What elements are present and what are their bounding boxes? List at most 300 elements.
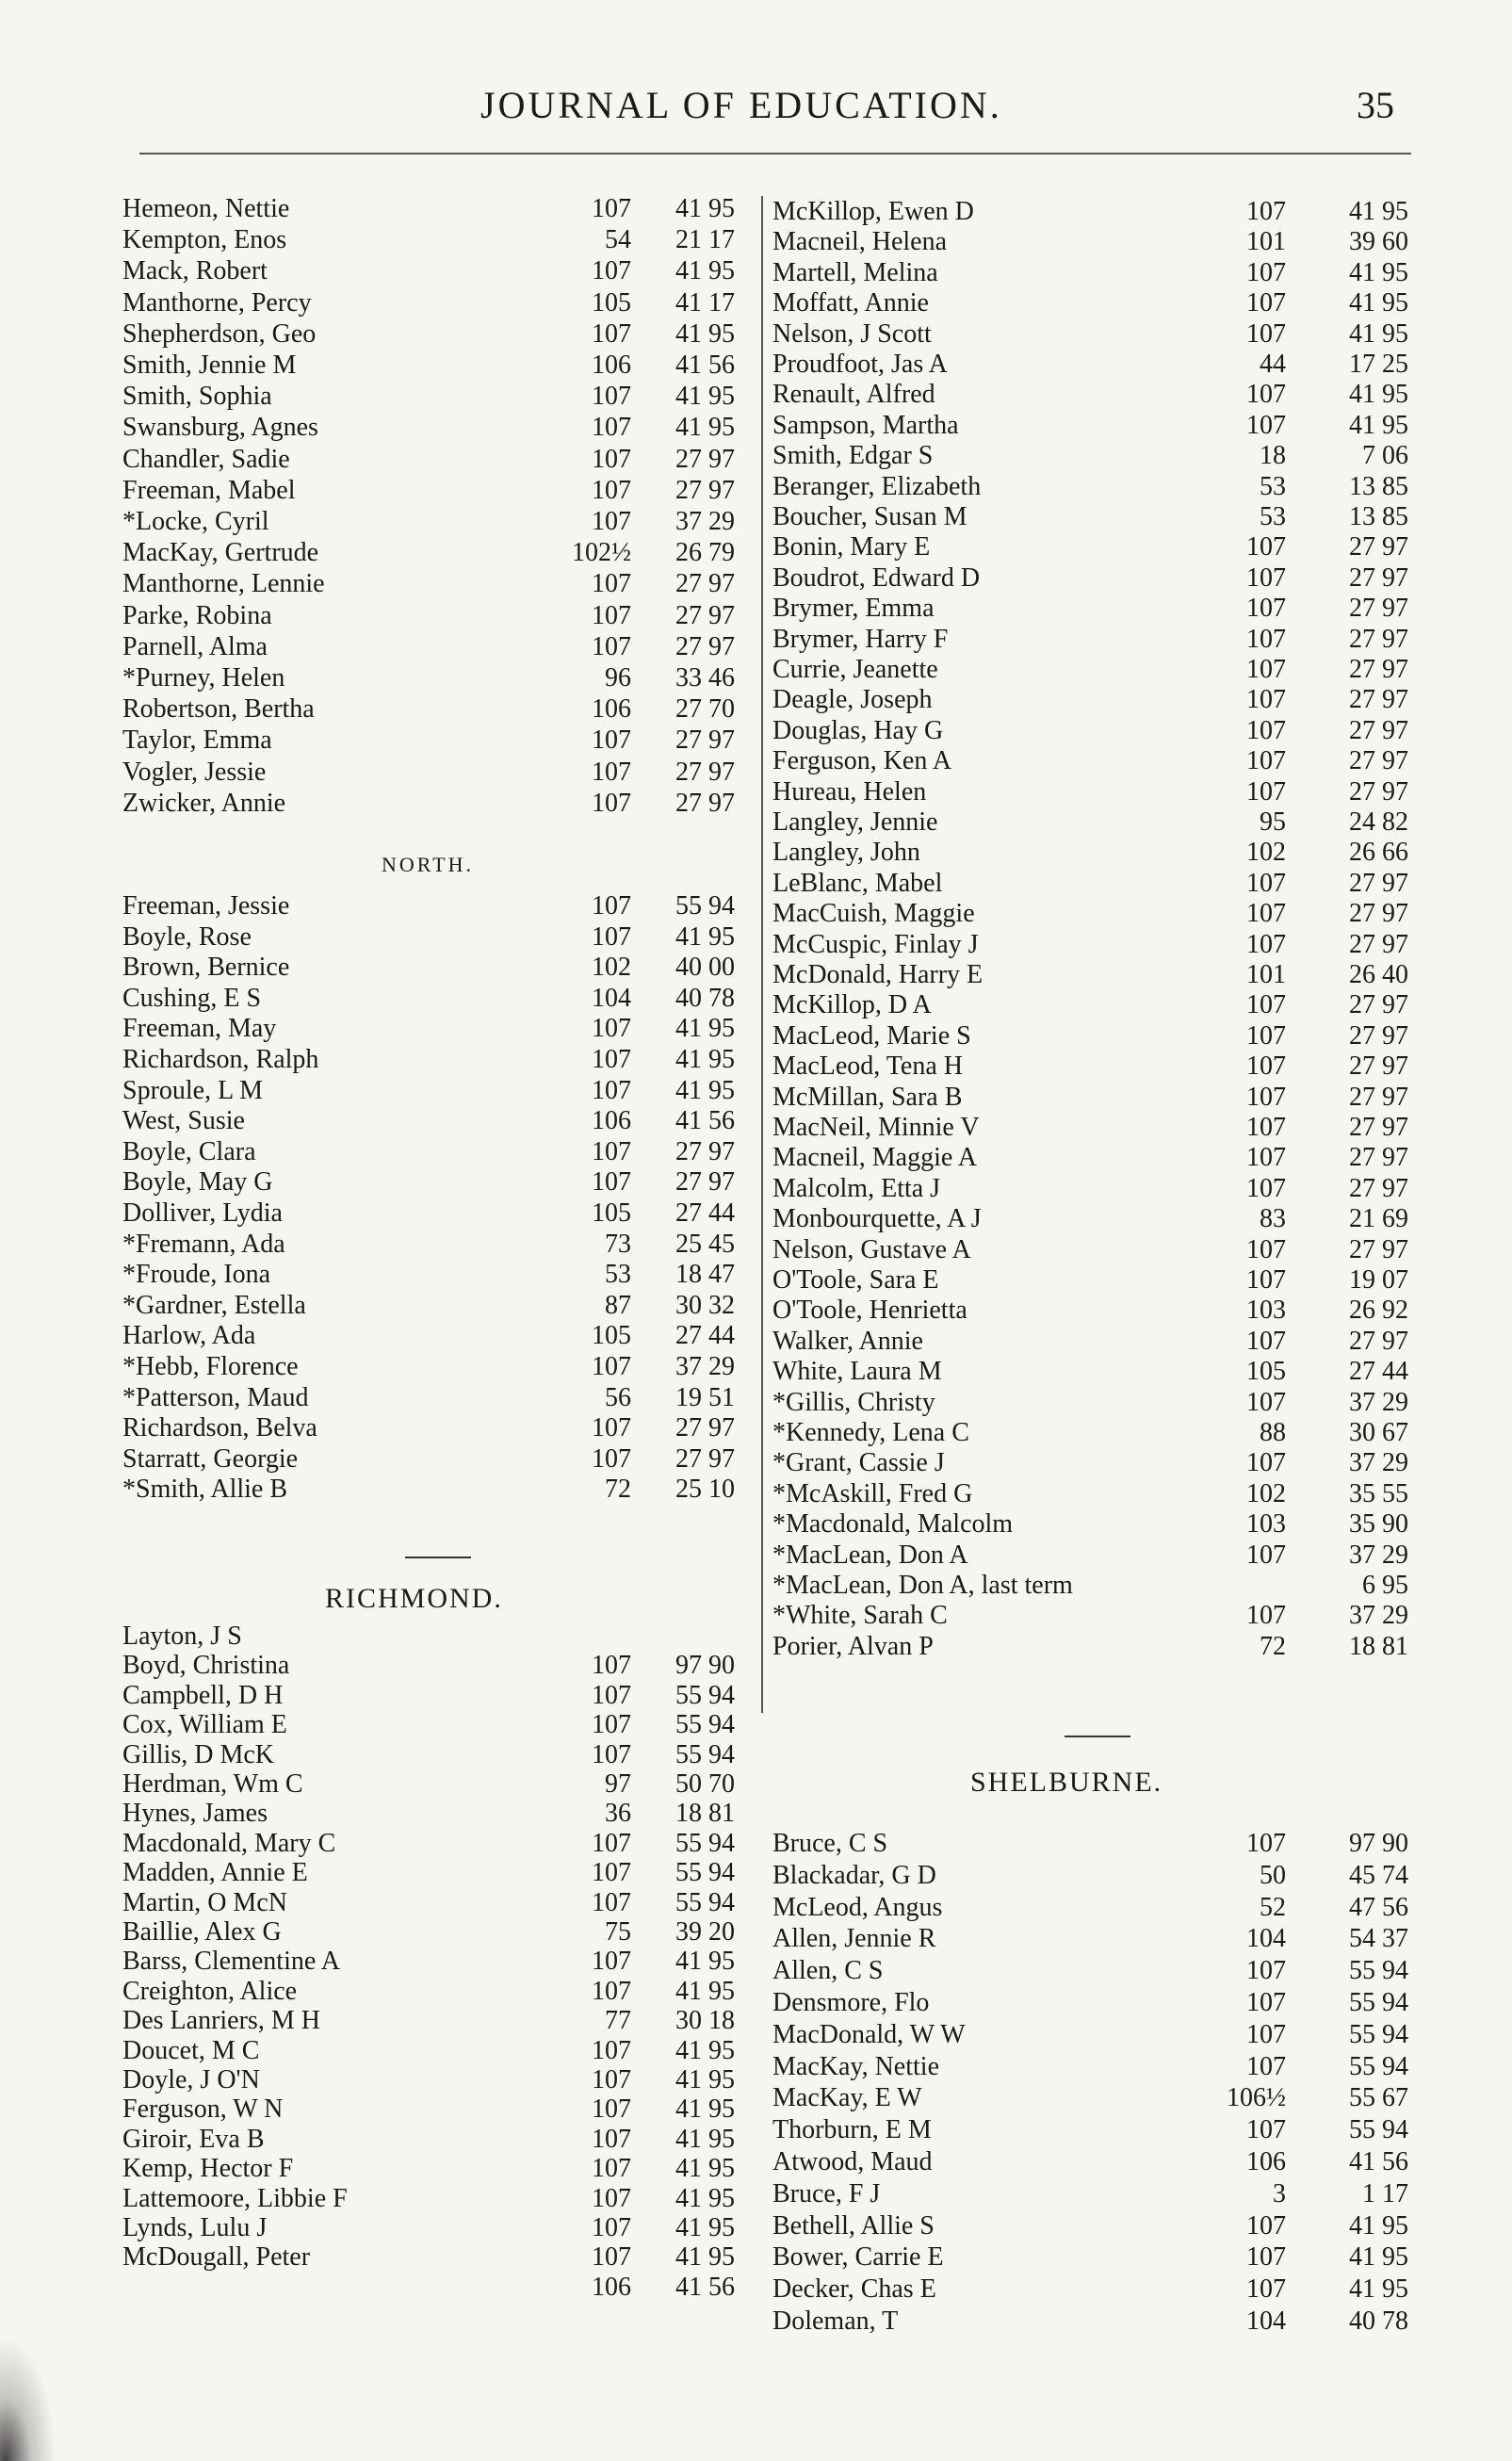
ledger-name: Bruce, C S [772, 1829, 888, 1858]
ledger-amt: 41 95 [675, 921, 735, 952]
ledger-name: Proudfoot, Jas A [772, 350, 948, 379]
ledger-amt: 27 97 [1349, 1051, 1408, 1082]
ledger-name: Boucher, Susan M [772, 502, 967, 531]
ledger-name: Ferguson, Ken A [772, 746, 952, 776]
ledger-name: Hynes, James [122, 1799, 268, 1829]
ledger-amt: 30 18 [675, 2006, 735, 2036]
ledger-name: Des Lanriers, M H [122, 2006, 320, 2036]
ledger-num: 107 [592, 413, 631, 443]
ledger-amt: 27 97 [675, 444, 735, 474]
ledger-name: *MacLean, Don A, last term [772, 1571, 1073, 1600]
ledger-amt: 41 95 [1349, 380, 1408, 410]
ledger-name: Richardson, Belva [122, 1413, 317, 1443]
ledger-row [772, 776, 1432, 807]
ledger-row [122, 952, 763, 983]
ledger-amt: 18 81 [675, 1799, 735, 1829]
ledger-num: 107 [592, 1167, 631, 1198]
ledger-amt: 27 44 [1349, 1357, 1408, 1387]
ledger-name: Boyle, Clara [122, 1136, 256, 1166]
ledger-num: 95 [1260, 807, 1286, 837]
ledger-num: 107 [592, 2035, 631, 2065]
ledger-name: Herdman, Wm C [122, 1769, 303, 1799]
ledger-row [772, 807, 1432, 838]
ledger-num: 106½ [1227, 2083, 1286, 2113]
ledger-name: Gillis, D McK [122, 1739, 274, 1769]
ledger-name: Bethell, Allie S [772, 2210, 935, 2241]
ledger-num: 107 [1246, 1326, 1286, 1356]
ledger-name: Freeman, Jessie [122, 891, 290, 921]
ledger-amt: 27 97 [675, 1443, 735, 1474]
ledger-name: Doyle, J O'N [122, 2065, 260, 2094]
ledger-name: McDonald, Harry E [772, 960, 984, 989]
ledger-num: 107 [1246, 899, 1286, 929]
ledger-num: 50 [1260, 1860, 1286, 1890]
ledger-name: Deagle, Joseph [772, 685, 933, 715]
ledger-name: Malcolm, Etta J [772, 1173, 941, 1203]
ledger-row [772, 2178, 1432, 2209]
ledger-name: Campbell, D H [122, 1680, 284, 1710]
ledger-row [122, 1916, 763, 1948]
ledger-amt: 41 56 [1349, 2147, 1408, 2176]
ledger-num: 107 [592, 1045, 631, 1074]
ledger-name: Baillie, Alex G [122, 1917, 282, 1947]
ledger-row [122, 1105, 763, 1136]
ledger-row [772, 684, 1432, 715]
ledger-row [772, 287, 1432, 318]
ledger-num: 107 [1246, 1173, 1286, 1203]
ledger-row [122, 412, 763, 443]
ledger-amt: 41 95 [675, 1014, 735, 1044]
ledger-num: 53 [1260, 502, 1286, 531]
ledger-name: Thorburn, E M [772, 2115, 932, 2145]
ledger-name: MacCuish, Maggie [772, 899, 975, 929]
ledger-row [772, 624, 1432, 655]
ledger-num: 107 [592, 1976, 631, 2006]
ledger-amt: 41 95 [675, 413, 735, 443]
ledger-row [772, 379, 1432, 410]
ledger-amt: 26 79 [675, 538, 735, 568]
ledger-row [772, 745, 1432, 776]
ledger-num: 107 [592, 2124, 631, 2154]
ledger-num: 44 [1260, 350, 1286, 379]
ledger-num: 102 [1246, 838, 1286, 868]
ledger-amt: 97 90 [1349, 1829, 1408, 1858]
ledger-amt: 27 97 [675, 757, 735, 787]
ledger-amt: 27 97 [1349, 1326, 1408, 1356]
ledger-amt: 55 94 [675, 1828, 735, 1858]
ledger-amt: 27 97 [1349, 899, 1408, 929]
ledger-name: Walker, Annie [772, 1326, 923, 1356]
ledger-row [772, 1828, 1432, 1859]
ledger-num: 106 [592, 350, 631, 380]
ledger-num: 107 [1246, 1829, 1286, 1858]
ledger-num: 107 [1246, 715, 1286, 745]
ledger-amt: 40 78 [1349, 2306, 1408, 2336]
ledger-row [122, 757, 763, 788]
ledger-num: 107 [592, 2242, 631, 2273]
ledger-amt: 55 94 [675, 1739, 735, 1769]
ledger-name: Langley, Jennie [772, 807, 938, 837]
ledger-amt: 41 95 [1349, 257, 1408, 287]
ledger-name: MacLeod, Tena H [772, 1051, 964, 1082]
ledger-amt: 18 47 [675, 1260, 735, 1290]
ledger-num: 107 [1246, 1020, 1286, 1051]
ledger-amt: 19 07 [1349, 1265, 1408, 1295]
ledger-row [122, 1768, 763, 1800]
ledger-row [772, 2210, 1432, 2241]
ledger-amt: 33 46 [675, 663, 735, 693]
ledger-row [772, 1570, 1432, 1601]
section-richmond-title: RICHMOND. [325, 1583, 503, 1614]
ledger-num: 107 [592, 1014, 631, 1044]
ledger-name: Freeman, May [122, 1014, 277, 1044]
ledger-row [122, 1198, 763, 1229]
ledger-amt: 41 95 [675, 382, 735, 412]
ledger-num: 107 [592, 757, 631, 787]
ledger-name: Madden, Annie E [122, 1858, 308, 1888]
ledger-name: Ferguson, W N [122, 2094, 284, 2125]
ledger-name: Macneil, Helena [772, 227, 948, 257]
ledger-row [122, 1976, 763, 2007]
ledger-amt: 41 95 [675, 194, 735, 223]
ledger-row [772, 1295, 1432, 1326]
ledger-num: 107 [1246, 1082, 1286, 1112]
ledger-amt: 41 95 [675, 2065, 735, 2094]
ledger-row [772, 715, 1432, 746]
ledger-row [772, 349, 1432, 380]
ledger-row [122, 890, 763, 921]
ledger-name: Martell, Melina [772, 257, 938, 287]
ledger-name: Smith, Sophia [122, 382, 272, 412]
ledger-row [122, 350, 763, 381]
ledger-amt: 40 00 [675, 953, 735, 983]
ledger-num: 107 [1246, 1234, 1286, 1264]
ledger-amt: 55 94 [1349, 1956, 1408, 1986]
ledger-name: *Macdonald, Malcolm [772, 1509, 1014, 1540]
ledger-row [772, 562, 1432, 594]
ledger-row [772, 226, 1432, 257]
ledger-row [122, 506, 763, 537]
ledger-num: 107 [592, 1413, 631, 1443]
ledger-row [772, 593, 1432, 624]
ledger-amt: 27 97 [675, 1413, 735, 1443]
ledger-amt: 27 97 [1349, 594, 1408, 624]
ledger-name: Cox, William E [122, 1710, 287, 1740]
ledger-name: Bower, Carrie E [772, 2242, 944, 2273]
ledger-row [122, 1857, 763, 1888]
ledger-name: McDougall, Peter [122, 2242, 311, 2273]
ledger-amt: 27 97 [675, 569, 735, 599]
ledger-amt: 37 29 [1349, 1387, 1408, 1417]
ledger-amt: 47 56 [1349, 1892, 1408, 1922]
ledger-num: 87 [605, 1290, 631, 1320]
ledger-amt: 41 95 [675, 2035, 735, 2065]
ledger-name: Freeman, Mabel [122, 475, 296, 505]
ledger-amt: 37 29 [1349, 1540, 1408, 1570]
ledger-amt: 55 94 [675, 1710, 735, 1740]
ledger-row [122, 1739, 763, 1770]
ledger-name: Nelson, J Scott [772, 318, 932, 349]
ledger-name: *Locke, Cyril [122, 507, 269, 536]
ledger-name: Dolliver, Lydia [122, 1198, 283, 1228]
ledger-name: Chandler, Sadie [122, 444, 290, 474]
ledger-row [772, 1112, 1432, 1143]
ledger-num: 107 [1246, 1956, 1286, 1986]
ledger-num: 107 [592, 1739, 631, 1769]
ledger-num: 107 [1246, 624, 1286, 654]
ledger-row [122, 1887, 763, 1918]
ledger-num: 56 [605, 1382, 631, 1412]
ledger-name: White, Laura M [772, 1357, 942, 1387]
ledger-row [772, 2051, 1432, 2082]
ledger-num: 107 [1246, 318, 1286, 349]
ledger-num: 107 [1246, 2242, 1286, 2273]
ledger-row [122, 1351, 763, 1382]
ledger-name: Beranger, Elizabeth [772, 471, 982, 501]
ledger-amt: 35 55 [1349, 1478, 1408, 1508]
ledger-num: 107 [592, 256, 631, 286]
ledger-num: 72 [1260, 1631, 1286, 1661]
ledger-name: Sproule, L M [122, 1075, 264, 1105]
ledger-amt: 55 94 [1349, 2019, 1408, 2049]
ledger-row [122, 2272, 763, 2303]
ledger-num: 96 [605, 663, 631, 693]
ledger-row [772, 1987, 1432, 2018]
ledger-amt: 27 97 [1349, 1234, 1408, 1264]
ledger-amt: 50 70 [675, 1769, 735, 1799]
ledger-amt: 41 95 [675, 1976, 735, 2006]
ledger-name: MacLeod, Marie S [772, 1020, 971, 1051]
ledger-num: 107 [1246, 776, 1286, 807]
ledger-num: 52 [1260, 1892, 1286, 1922]
ledger-row [122, 1709, 763, 1740]
ledger-row [122, 1136, 763, 1167]
ledger-num: 77 [605, 2006, 631, 2036]
header-rule [139, 153, 1411, 155]
ledger-row [122, 1680, 763, 1711]
ledger-amt: 55 67 [1349, 2083, 1408, 2113]
ledger-name: Starratt, Georgie [122, 1443, 299, 1474]
ledger-name: Kempton, Enos [122, 225, 287, 255]
ledger-num: 107 [592, 444, 631, 474]
ledger-row [772, 2114, 1432, 2145]
ledger-num: 102 [1246, 1478, 1286, 1508]
ledger-num: 107 [1246, 1988, 1286, 2017]
ledger-name: Densmore, Flo [772, 1988, 930, 2017]
ledger-row [772, 1478, 1432, 1509]
ledger-amt: 41 95 [675, 256, 735, 286]
ledger-row [772, 2082, 1432, 2113]
ledger-row [122, 1474, 763, 1505]
ledger-row [122, 1229, 763, 1260]
ledger-name: Vogler, Jessie [122, 757, 267, 787]
ledger-name: Barss, Clementine A [122, 1947, 340, 1977]
ledger-name: Macneil, Maggie A [772, 1143, 977, 1173]
ledger-num: 107 [592, 194, 631, 223]
ledger-amt: 55 94 [675, 1680, 735, 1710]
section-shelburne-title: SHELBURNE. [970, 1767, 1163, 1798]
ledger-amt: 1 17 [1362, 2178, 1408, 2208]
ledger-num: 107 [1246, 288, 1286, 318]
ledger-num: 103 [1246, 1296, 1286, 1326]
ledger-row [122, 444, 763, 475]
ledger-name: Harlow, Ada [122, 1321, 256, 1351]
ledger-name: *Smith, Allie B [122, 1475, 288, 1505]
ledger-name: Boyle, May G [122, 1167, 273, 1198]
ledger-row [772, 1540, 1432, 1571]
ledger-row [122, 1946, 763, 1977]
ledger-amt: 19 51 [675, 1382, 735, 1412]
ledger-row [122, 2005, 763, 2036]
ledger-num: 107 [592, 382, 631, 412]
ledger-row [122, 475, 763, 506]
ledger-num: 107 [1246, 990, 1286, 1020]
ledger-row [772, 1508, 1432, 1540]
ledger-num: 107 [592, 1710, 631, 1740]
ledger-row [122, 537, 763, 568]
ledger-name: McMillan, Sara B [772, 1082, 963, 1112]
ledger-name: Shepherdson, Geo [122, 318, 317, 349]
ledger-name: Macdonald, Mary C [122, 1828, 336, 1858]
ledger-num: 18 [1260, 441, 1286, 471]
ledger-row [122, 1828, 763, 1859]
ledger-name: Zwicker, Annie [122, 788, 286, 818]
ledger-amt: 27 97 [1349, 655, 1408, 684]
ledger-num: 104 [1246, 2306, 1286, 2336]
ledger-num: 107 [1246, 2019, 1286, 2049]
ledger-row [122, 1320, 763, 1351]
ledger-amt: 18 81 [1349, 1631, 1408, 1661]
ledger-num: 107 [592, 2183, 631, 2213]
ledger-num: 107 [592, 788, 631, 818]
ledger-num: 103 [1246, 1509, 1286, 1540]
ledger-name: Hureau, Helen [772, 776, 927, 807]
ledger-amt: 26 40 [1349, 960, 1408, 989]
ledger-name: Brymer, Harry F [772, 624, 949, 654]
ledger-amt: 6 95 [1362, 1571, 1408, 1600]
ledger-num: 107 [1246, 562, 1286, 593]
ledger-amt: 27 97 [1349, 624, 1408, 654]
ledger-name: McKillop, Ewen D [772, 197, 974, 226]
ledger-name: Layton, J S [122, 1622, 242, 1651]
ledger-num: 107 [1246, 1051, 1286, 1082]
ledger-num: 53 [1260, 471, 1286, 501]
ledger-row [772, 1142, 1432, 1173]
ledger-num: 107 [592, 725, 631, 756]
ledger-num: 72 [605, 1475, 631, 1505]
ledger-name: Taylor, Emma [122, 725, 272, 756]
ledger-amt: 26 66 [1349, 838, 1408, 868]
ledger-num: 107 [1246, 929, 1286, 959]
ledger-row [772, 929, 1432, 960]
ledger-num: 107 [1246, 2051, 1286, 2081]
ledger-row [122, 2035, 763, 2066]
ledger-num: 105 [1246, 1357, 1286, 1387]
ledger-amt: 21 17 [675, 225, 735, 255]
ledger-row [122, 255, 763, 286]
ledger-row [772, 1923, 1432, 1954]
ledger-num: 107 [592, 1858, 631, 1888]
ledger-amt: 41 95 [1349, 2210, 1408, 2241]
ledger-amt: 41 95 [675, 318, 735, 349]
ledger-row [772, 959, 1432, 990]
ledger-name: MacNeil, Minnie V [772, 1113, 980, 1142]
ledger-row [122, 1382, 763, 1413]
ledger-amt: 40 78 [675, 983, 735, 1013]
ledger-num: 107 [1246, 685, 1286, 715]
ledger-num: 101 [1246, 227, 1286, 257]
ledger-num: 107 [592, 1075, 631, 1105]
ledger-name: O'Toole, Henrietta [772, 1296, 967, 1326]
ledger-name: *Gardner, Estella [122, 1290, 306, 1320]
ledger-row [122, 2094, 763, 2125]
ledger-amt: 27 97 [675, 1167, 735, 1198]
ledger-row [772, 318, 1432, 350]
ledger-name: *Froude, Iona [122, 1260, 271, 1290]
ledger-num: 107 [592, 1887, 631, 1917]
ledger-amt: 30 32 [675, 1290, 735, 1320]
ledger-amt: 13 85 [1349, 502, 1408, 531]
ledger-name: *Fremann, Ada [122, 1229, 285, 1259]
ledger-amt: 27 97 [1349, 1143, 1408, 1173]
ledger-name: Blackadar, G D [772, 1860, 936, 1890]
ledger-row [122, 224, 763, 255]
ledger-amt: 54 37 [1349, 1924, 1408, 1954]
ledger-name: McKillop, D A [772, 990, 932, 1020]
ledger-amt: 27 97 [1349, 868, 1408, 898]
ledger-name: Kemp, Hector F [122, 2154, 294, 2184]
ledger-num: 107 [592, 1443, 631, 1474]
ledger-name: *Patterson, Maud [122, 1382, 309, 1412]
ledger-num: 106 [592, 2272, 631, 2302]
ledger-row [122, 2183, 763, 2214]
ledger-num: 53 [605, 1260, 631, 1290]
ledger-amt: 55 94 [1349, 2051, 1408, 2081]
ledger-name: West, Susie [122, 1106, 245, 1136]
ledger-amt: 26 92 [1349, 1296, 1408, 1326]
ledger-name: Porier, Alvan P [772, 1631, 934, 1661]
ledger-name: Currie, Jeanette [772, 655, 938, 684]
ledger-row [122, 1044, 763, 1075]
ledger-amt: 30 67 [1349, 1418, 1408, 1447]
ledger-row [772, 989, 1432, 1020]
ledger-amt: 41 95 [675, 2094, 735, 2125]
ledger-num: 107 [592, 475, 631, 505]
ledger-amt: 55 94 [675, 1887, 735, 1917]
ledger-amt: 27 97 [1349, 532, 1408, 562]
ledger-row [122, 318, 763, 350]
ledger-amt: 25 45 [675, 1229, 735, 1259]
ledger-name: Lynds, Lulu J [122, 2213, 268, 2242]
ledger-amt: 39 20 [675, 1917, 735, 1947]
ledger-amt: 27 97 [675, 600, 735, 630]
ledger-amt: 27 97 [1349, 685, 1408, 715]
ledger-row [772, 1860, 1432, 1891]
ledger-amt: 41 95 [675, 2242, 735, 2273]
ledger-name: Mack, Robert [122, 256, 268, 286]
ledger-amt: 27 44 [675, 1321, 735, 1351]
ledger-num: 107 [1246, 2115, 1286, 2145]
ledger-amt: 39 60 [1349, 227, 1408, 257]
ledger-row [772, 1356, 1432, 1387]
ledger-row [772, 1173, 1432, 1204]
ledger-row [772, 868, 1432, 899]
ledger-row [772, 1892, 1432, 1923]
ledger-row [122, 1621, 763, 1652]
ledger-name: Atwood, Maud [772, 2147, 933, 2176]
ledger-amt: 27 97 [1349, 1082, 1408, 1112]
ledger-num: 107 [592, 921, 631, 952]
